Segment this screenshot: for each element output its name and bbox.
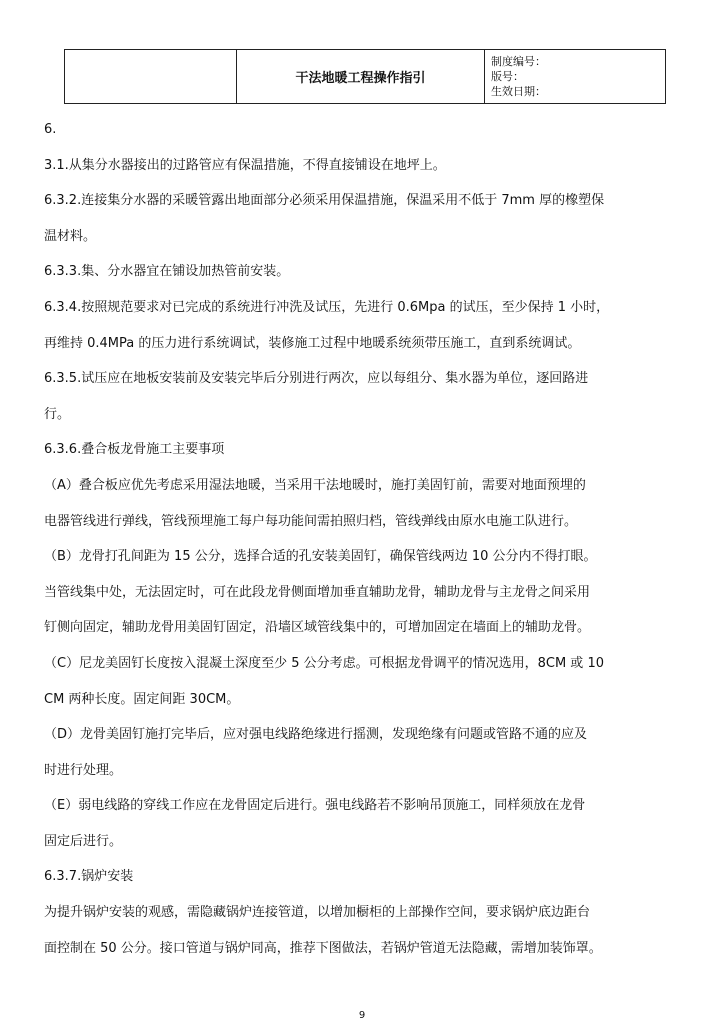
text-line: （D）龙骨美固钉施打完毕后，应对强电线路绝缘进行摇测，发现绝缘有问题或管路不通的应及 — [44, 727, 588, 743]
text-line: 时进行处理。 — [44, 762, 123, 778]
text-line: 再维持 0.4MPa 的压力进行系统调试，装修施工过程中地暖系统须带压施工，直到系统调试。 — [44, 335, 581, 351]
page-number: 9 — [358, 1010, 366, 1021]
header-logo-cell — [65, 50, 237, 104]
text-line: CM 两种长度。固定间距 30CM。 — [44, 691, 240, 707]
text-line: 为提升锅炉安装的观感，需隐藏锅炉连接管道，以增加橱柜的上部操作空间，要求锅炉底边距台 — [44, 905, 591, 921]
text-line: （A）叠合板应优先考虑采用湿法地暖，当采用干法地暖时，施打美固钉前，需要对地面预埋的 — [44, 477, 586, 493]
text-line: 行。 — [44, 406, 71, 422]
text-line: 温材料。 — [44, 228, 97, 244]
text-line: 电器管线进行弹线，管线预埋施工每户每功能间需拍照归档，管线弹线由原水电施工队进行。 — [44, 513, 578, 529]
meta-version: 版号： — [491, 70, 524, 83]
text-line: （E）弱电线路的穿线工作应在龙骨固定后进行。强电线路若不影响吊顶施工，同样须放在龙骨 — [44, 798, 586, 814]
text-line: 钉侧向固定，辅助龙骨用美固钉固定，沿墙区域管线集中的，可增加固定在墙面上的辅助龙骨。 — [44, 620, 591, 636]
text-line: 6.3.2.连接集分水器的采暖管露出地面部分必须采用保温措施，保温采用不低于 7mm 厚的橡塑保 — [44, 193, 605, 209]
text-line: 6.3.3.集、分水器宜在铺设加热管前安装。 — [44, 264, 290, 280]
text-line: 3.1.从集分水器接出的过路管应有保温措施，不得直接铺设在地坪上。 — [44, 157, 446, 173]
text-line: 6.3.7.锅炉安装 — [44, 869, 134, 885]
text-line: 6.3.4.按照规范要求对已完成的系统进行冲洗及试压，先进行 0.6Mpa 的试压，至少保持 1 小时， — [44, 299, 610, 315]
text-line: 6.3.5.试压应在地板安装前及安装完毕后分别进行两次，应以每组分、集水器为单位，逐回路进 — [44, 371, 589, 387]
meta-effective-date: 生效日期： — [491, 85, 546, 98]
document-body — [44, 112, 674, 966]
text-line: 6.3.6.叠合板龙骨施工主要事项 — [44, 442, 225, 458]
text-line: 面控制在 50 公分。接口管道与锅炉同高，推荐下图做法，若锅炉管道无法隐藏，需增加装饰罩。 — [44, 940, 602, 956]
document-header — [64, 49, 666, 104]
document-meta — [485, 50, 666, 104]
text-line: 固定后进行。 — [44, 833, 123, 849]
text-line: 当管线集中处，无法固定时，可在此段龙骨侧面增加垂直辅助龙骨，辅助龙骨与主龙骨之间采用 — [44, 584, 591, 600]
document-title: 干法地暖工程操作指引 — [237, 50, 485, 104]
text-line: （C）尼龙美固钉长度按入混凝土深度至少 5 公分考虑。可根据龙骨调平的情况选用，8CM 或 10 — [44, 655, 604, 671]
text-line: 6. — [44, 122, 57, 137]
text-line: （B）龙骨打孔间距为 15 公分，选择合适的孔安装美固钉，确保管线两边 10 公分内不得打眼。 — [44, 549, 597, 565]
meta-doc-number: 制度编号： — [491, 55, 546, 68]
